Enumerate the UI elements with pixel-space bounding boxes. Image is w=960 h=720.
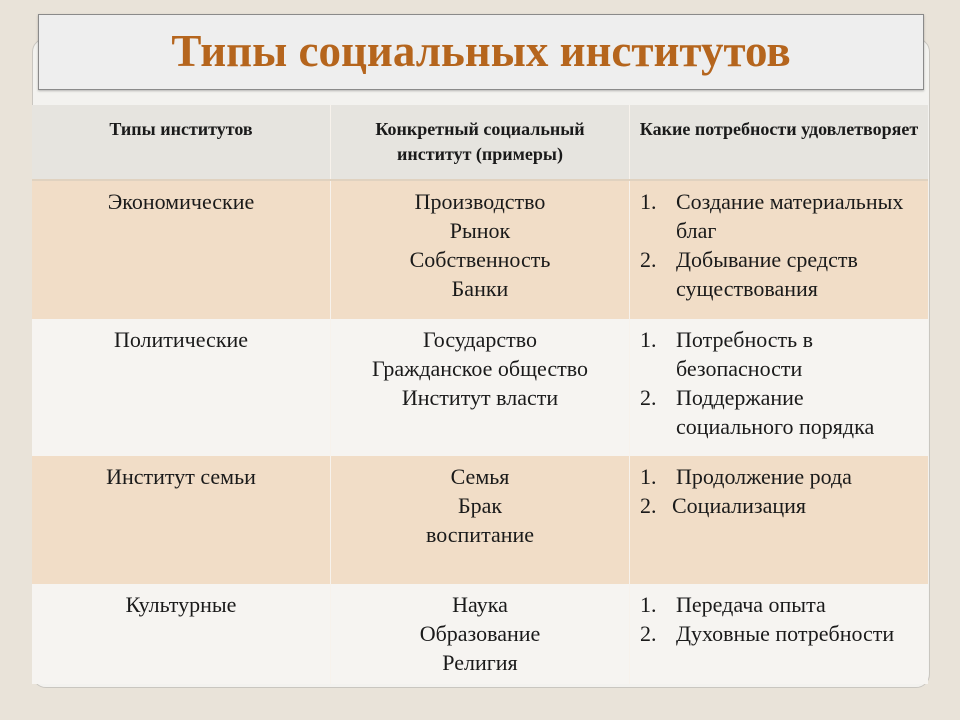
needs-list bbox=[640, 462, 920, 520]
example-item: воспитание bbox=[425, 522, 535, 547]
needs-list bbox=[640, 325, 920, 441]
example-item: Религия bbox=[442, 650, 518, 675]
example-item: Собственность bbox=[409, 247, 551, 272]
header-needs: Какие потребности удовлетворяет bbox=[639, 119, 919, 139]
needs-cell bbox=[630, 181, 928, 319]
header-types: Типы институтов bbox=[109, 119, 253, 139]
table-row bbox=[32, 319, 928, 456]
example-item: Гражданское общество bbox=[372, 356, 588, 381]
type-cell: Институт семьи bbox=[106, 464, 256, 489]
table-row bbox=[32, 456, 928, 584]
institutions-table bbox=[32, 105, 928, 684]
example-item: Образование bbox=[419, 621, 541, 646]
header-examples: Конкретный социальный институт (примеры) bbox=[330, 105, 630, 179]
example-item: Брак bbox=[457, 493, 503, 518]
page-title: Типы социальных институтов bbox=[171, 26, 791, 76]
list-item: 2. Социализация bbox=[640, 493, 807, 518]
list-item: 1. Продолжение рода bbox=[640, 464, 852, 489]
example-item: Наука bbox=[452, 592, 508, 617]
type-cell: Экономические bbox=[107, 189, 255, 214]
list-item: 1. Создание материальных благ bbox=[640, 189, 904, 243]
type-cell: Политические bbox=[113, 327, 249, 352]
list-item: 2. Добывание средств существования bbox=[640, 247, 858, 301]
needs-cell bbox=[630, 319, 928, 456]
examples-cell bbox=[330, 319, 630, 456]
example-item: Производство bbox=[414, 189, 546, 214]
table-row bbox=[32, 584, 928, 684]
list-item: 1. Передача опыта bbox=[640, 592, 826, 617]
table-header-row bbox=[32, 105, 928, 179]
type-cell: Культурные bbox=[125, 592, 237, 617]
example-item: Институт власти bbox=[401, 385, 559, 410]
examples-cell bbox=[330, 456, 630, 584]
list-item: 2. Духовные потребности bbox=[640, 621, 895, 646]
list-item: 2. Поддержание социального порядка bbox=[640, 385, 875, 439]
list-item: 1. Потребность в безопасности bbox=[640, 327, 814, 381]
needs-cell bbox=[630, 584, 928, 684]
needs-list bbox=[640, 187, 920, 303]
example-item: Государство bbox=[423, 327, 537, 352]
examples-cell bbox=[330, 584, 630, 684]
example-item: Семья bbox=[450, 464, 510, 489]
title-box bbox=[38, 14, 924, 90]
table-row bbox=[32, 179, 928, 319]
example-item: Рынок bbox=[449, 218, 511, 243]
example-item: Банки bbox=[451, 276, 509, 301]
needs-list bbox=[640, 590, 920, 648]
examples-cell bbox=[330, 181, 630, 319]
needs-cell bbox=[630, 456, 928, 584]
